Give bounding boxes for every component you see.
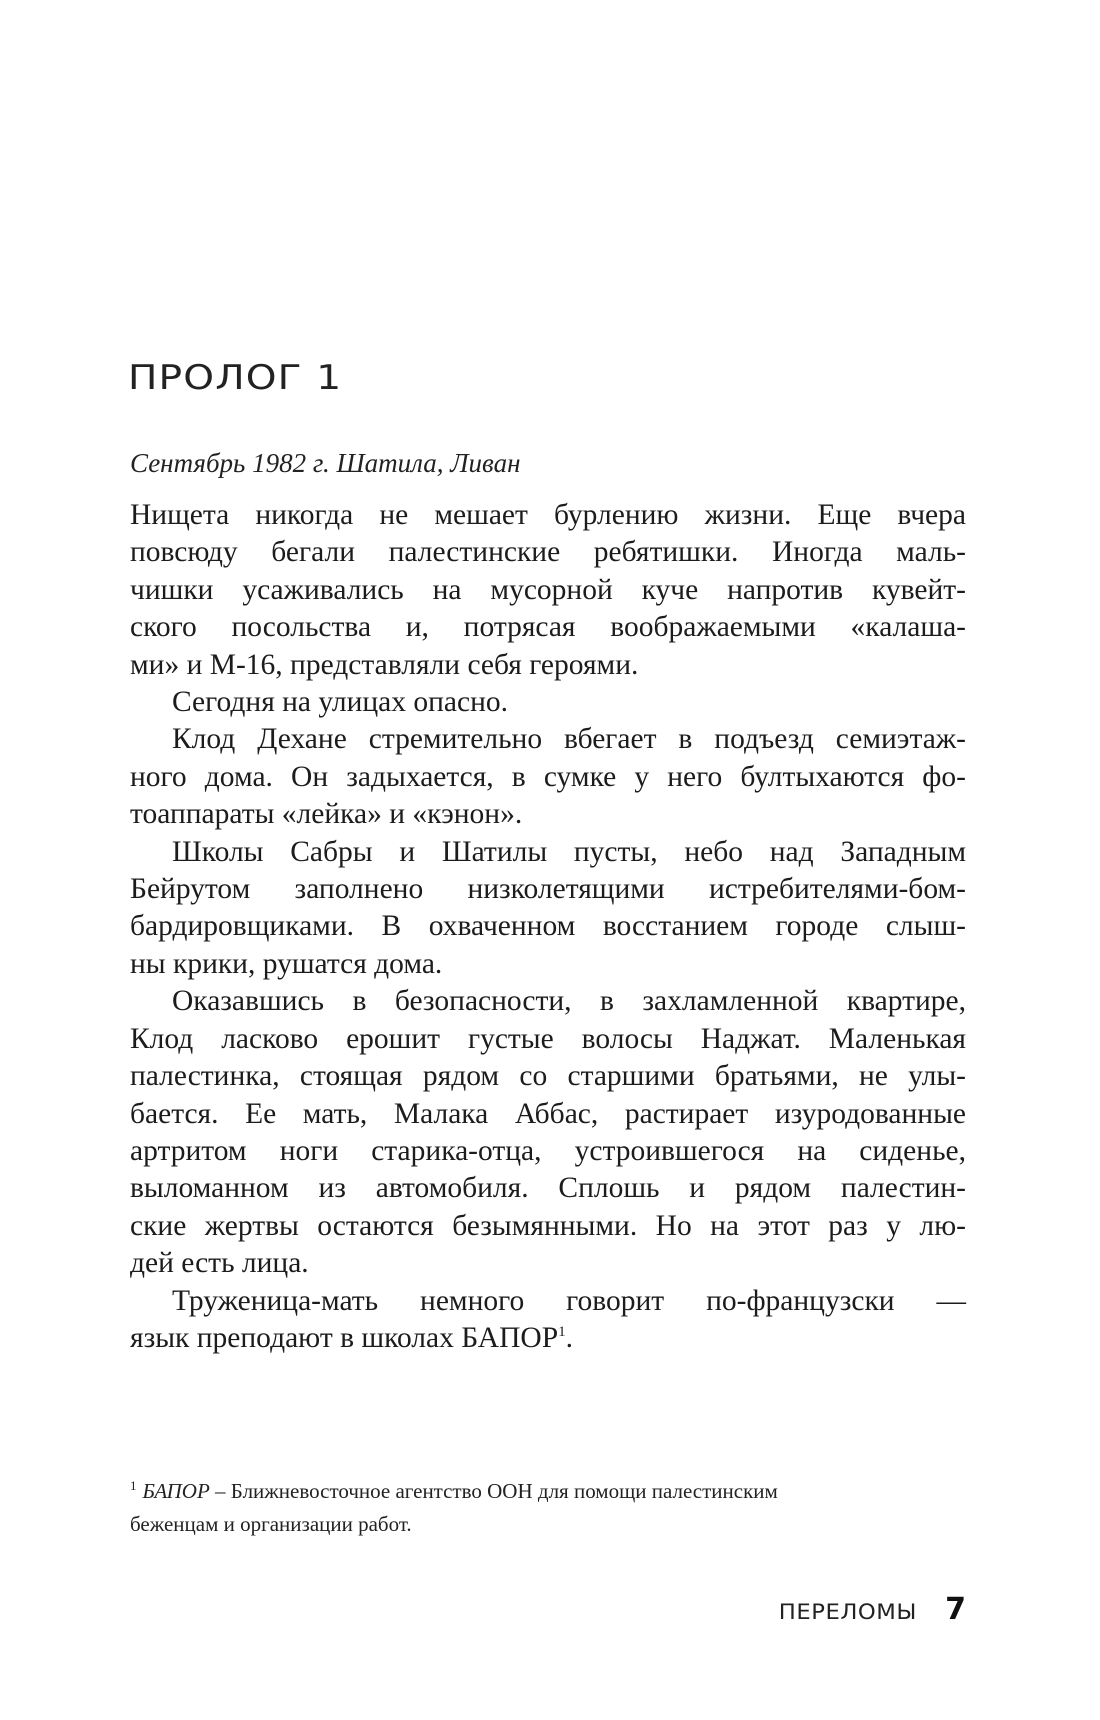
text-line: повсюду бегали палестинские ребятишки. Иногда маль-	[130, 536, 966, 569]
footnote-marker: 1	[130, 1478, 137, 1493]
text-line: Клод Дехане стремительно вбегает в подъезд семиэтаж-	[172, 723, 966, 756]
footnote-definition: – Ближневосточное агентство ООН для помощи палестинским	[209, 1479, 778, 1503]
text-line: дей есть лица.	[130, 1247, 309, 1280]
text-line: ского посольства и, потрясая воображаемыми «калаша-	[130, 611, 966, 644]
text-line: ские жертвы остаются безымянными. Но на этот раз у лю-	[130, 1209, 966, 1242]
text-line-final	[130, 1320, 966, 1357]
text-line: ми» и М-16, представляли себя героями.	[130, 648, 639, 681]
text-line: Нищета никогда не мешает бурлению жизни. Еще вчера	[130, 499, 966, 531]
running-title: ПЕРЕЛОМЫ	[778, 1600, 918, 1624]
text-line: палестинка, стоящая рядом со старшими братьями, не улы-	[130, 1060, 966, 1093]
text-line: чишки усаживались на мусорной куче напротив кувейт-	[130, 573, 966, 606]
sentence-end: .	[565, 1321, 573, 1354]
footnote	[130, 1475, 980, 1541]
text-line: Труженица-мать немного говорит по-французски —	[172, 1284, 966, 1317]
text-line: ного дома. Он задыхается, в сумке у него бултыхаются фо-	[130, 760, 966, 793]
footnote-term: БАПОР	[142, 1479, 210, 1503]
text-line: артритом ноги старика-отца, устроившегося на сиденье,	[130, 1134, 966, 1167]
text-line: бается. Ее мать, Малака Аббас, растирает изуродованные	[130, 1097, 966, 1130]
text-line-content: язык преподают в школах БАПОР	[130, 1321, 559, 1354]
dateline: Сентябрь 1982 г. Шатила, Ливан	[130, 448, 521, 478]
chapter-title: ПРОЛОГ 1	[128, 358, 343, 398]
footnote-line: беженцам и организации работ.	[130, 1512, 412, 1536]
text-line: Школы Сабры и Шатилы пусты, небо над Западным	[172, 835, 966, 868]
page-number: 7	[945, 1592, 966, 1627]
text-line: выломанном из автомобиля. Сплошь и рядом палестин-	[130, 1172, 966, 1205]
text-line: Клод ласково ерошит густые волосы Наджат. Маленькая	[130, 1022, 966, 1055]
body-text	[130, 497, 966, 1357]
text-line: ны крики, рушатся дома.	[130, 947, 443, 980]
text-line: бардировщиками. В охваченном восстанием городе слыш-	[130, 910, 966, 943]
footnote-reference[interactable]: 1	[558, 1323, 566, 1340]
text-line: Оказавшись в безопасности, в захламленной квартире,	[172, 985, 966, 1018]
text-line: Сегодня на улицах опасно.	[172, 686, 508, 719]
text-line: Бейрутом заполнено низколетящими истребителями-бом-	[130, 873, 966, 906]
running-footer	[778, 1592, 966, 1627]
text-line: тоаппараты «лейка» и «кэнон».	[130, 798, 523, 831]
footnote-line	[130, 1475, 980, 1508]
